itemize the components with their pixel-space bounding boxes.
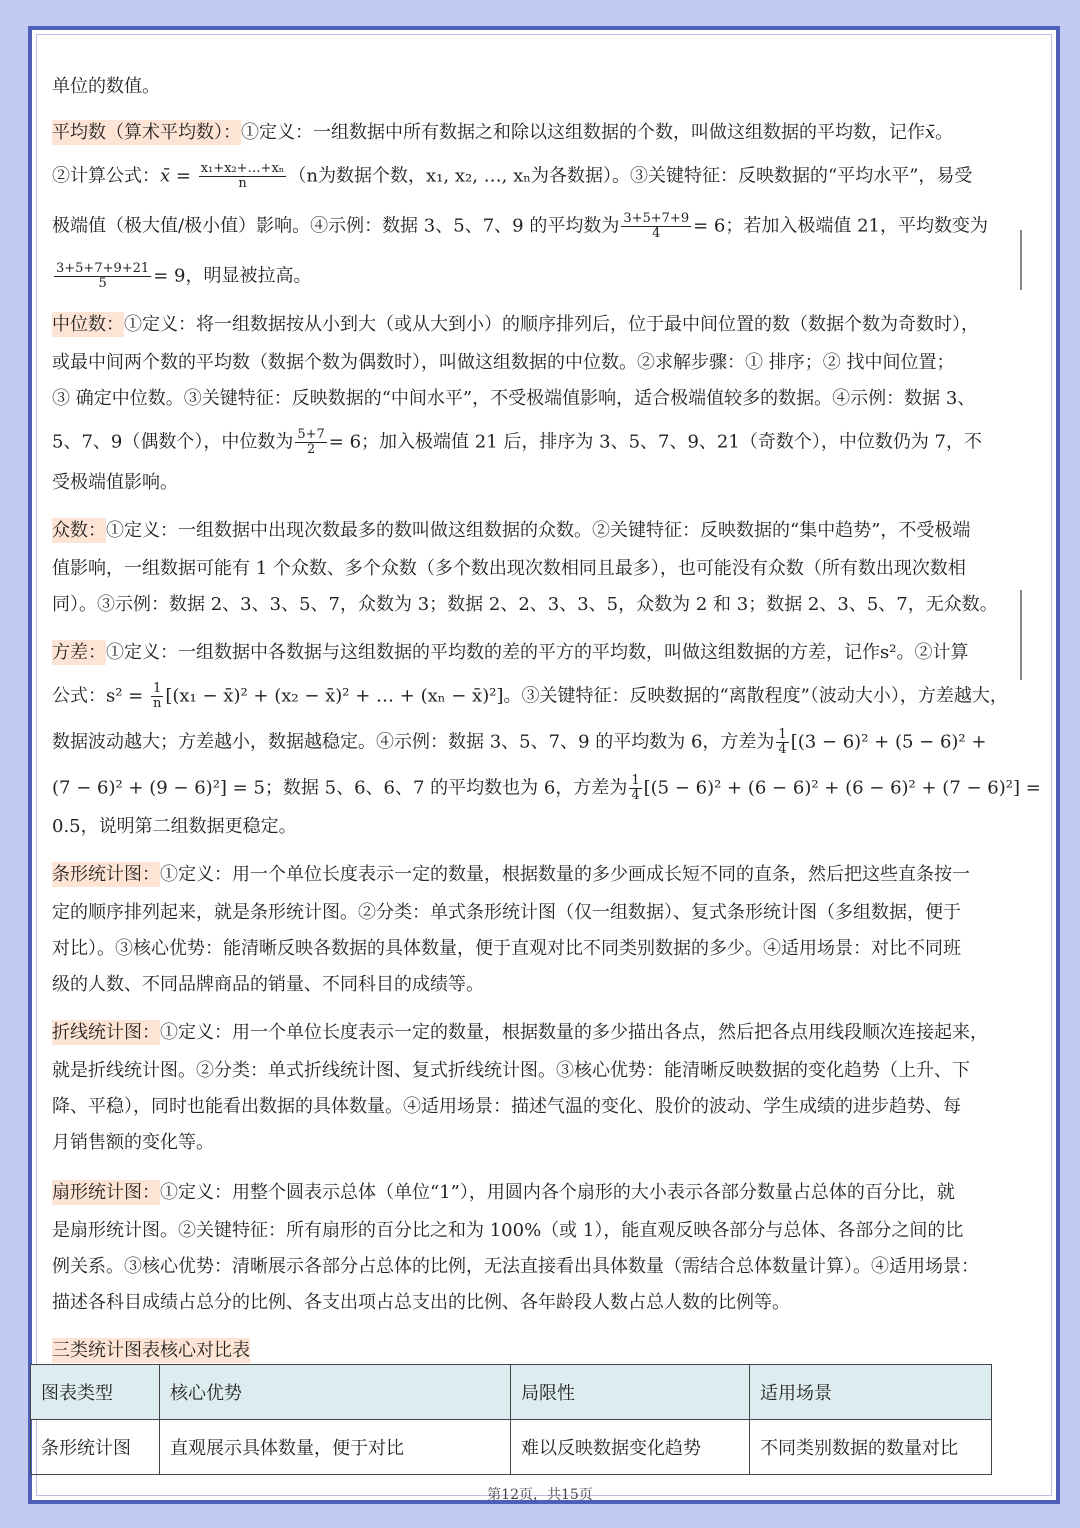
text-line: 降、平稳），同时也能看出数据的具体数量。④适用场景：描述气温的变化、股价的波动、学生成绩的进步趋势、每 [52, 1096, 961, 1117]
page-frame [28, 26, 1060, 1504]
text-line: 就是折线统计图。②分类：单式折线统计图、复式折线统计图。③核心优势：能清晰反映数据的变化趋势（上升、下 [52, 1060, 970, 1081]
table-cell: 难以反映数据变化趋势 [511, 1420, 750, 1475]
table-cell: 条形统计图 [31, 1420, 160, 1475]
table-cell: 直观展示具体数量，便于对比 [160, 1420, 511, 1475]
variance-line-3 [52, 728, 986, 757]
fraction-numerator: 5+7 [297, 427, 325, 442]
text-line: 级的人数、不同品牌商品的销量、不同科目的成绩等。 [52, 974, 484, 995]
fraction-denominator: 4 [631, 788, 640, 803]
page-footer: 第12页，共15页 [487, 1487, 593, 1503]
fraction-numerator: x₁+x₂+…+xₙ [200, 161, 285, 176]
heading-line-chart: 折线统计图： [52, 1022, 160, 1043]
table-header-cell: 图表类型 [31, 1365, 160, 1420]
text-span: [(3 − 6)² + (5 − 6)² + [790, 731, 987, 753]
fraction-denominator: 4 [652, 226, 661, 241]
text-span: 5、7、9（偶数个），中位数为 [52, 431, 294, 453]
text-line: 单位的数值。 [52, 76, 160, 97]
text-span: n为数据个数，x₁, x₂, …, xₙ为各数据）。③关键特征：反映数据的“平均水平”，易受 [306, 165, 973, 187]
text-span: [(x₁ − x̄)² + (x₂ − x̄)² + … + (xₙ − x̄)²]。③关键特征：反映数据的“离散程度”（波动大小），方差越大， [165, 685, 1008, 707]
fraction-numerator: 3+5+7+9 [623, 211, 690, 226]
text-span: = 9，明显被拉高。 [153, 265, 312, 287]
table-cell: 不同类别数据的数量对比 [750, 1420, 992, 1475]
text-line: ③ 确定中位数。③关键特征：反映数据的“中间水平”，不受极端值影响，适合极端值较多的数据。④示例：数据 3、 [52, 388, 976, 409]
mean-line-3 [52, 212, 988, 241]
mode-line-1 [52, 518, 970, 544]
table-header-row [31, 1365, 992, 1420]
heading-mode: 众数： [52, 520, 106, 541]
comparison-table [30, 1364, 992, 1475]
text-span: [(5 − 6)² + (6 − 6)² + (6 − 6)² + (7 − 6)²] = [643, 777, 1041, 799]
bar-line-1 [52, 862, 970, 888]
heading-variance: 方差： [52, 642, 106, 663]
line-chart-line-1 [52, 1020, 988, 1046]
table-header-cell: 适用场景 [750, 1365, 992, 1420]
variance-line-1 [52, 640, 968, 666]
text-span: ①定义：将一组数据按从小到大（或从大到小）的顺序排列后，位于最中间位置的数（数据个数为奇数时）， [124, 314, 979, 335]
median-line-4 [52, 428, 982, 457]
fraction-denominator: 5 [98, 276, 107, 291]
text-line: 对比）。③核心优势：能清晰反映各数据的具体数量，便于直观对比不同类别数据的多少。④适用场景：对比不同班 [52, 938, 961, 959]
variance-line-4 [52, 774, 1041, 803]
text-line: 月销售额的变化等。 [52, 1132, 214, 1153]
text-line: 或最中间两个数的平均数（数据个数为偶数时），叫做这组数据的中位数。②求解步骤：① 排序；② 找中间位置； [52, 352, 955, 373]
fraction-numerator: 1 [778, 727, 787, 742]
text-span: ①定义：用整个圆表示总体（单位“1”），用圆内各个扇形的大小表示各部分数量占总体的百分比，就 [160, 1182, 955, 1203]
fraction-denominator: n [238, 176, 247, 191]
text-span: ①定义：用一个单位长度表示一定的数量，根据数量的多少描出各点，然后把各点用线段顺次连接起来， [160, 1022, 988, 1043]
table-title-line [52, 1338, 250, 1364]
text-span: = 6；若加入极端值 21，平均数变为 [693, 215, 988, 237]
table-header-cell: 局限性 [511, 1365, 750, 1420]
fraction [629, 774, 641, 803]
text-span: ①定义：一组数据中各数据与这组数据的平均数的差的平方的平均数，叫做这组数据的方差，记作s²。②计算 [106, 642, 969, 663]
heading-median: 中位数： [52, 314, 124, 335]
mean-line-1 [52, 120, 953, 146]
fraction [54, 262, 151, 291]
text-span: 。 [935, 122, 954, 143]
table-title: 三类统计图表核心对比表 [52, 1340, 250, 1361]
text-line: 0.5，说明第二组数据更稳定。 [52, 816, 297, 837]
text-span: ①定义：用一个单位长度表示一定的数量，根据数量的多少画成长短不同的直条，然后把这些直条按一 [160, 864, 970, 885]
text-span: 公式：s² = [52, 685, 149, 707]
text-line: 定的顺序排列起来，就是条形统计图。②分类：单式条形统计图（仅一组数据）、复式条形统计图（多组数据，便于 [52, 902, 961, 923]
fraction [199, 162, 287, 191]
fraction [295, 428, 326, 457]
fraction-denominator: 2 [306, 442, 316, 457]
pie-line-1 [52, 1180, 955, 1206]
fraction [776, 728, 788, 757]
text-span: ①定义：一组数据中所有数据之和除以这组数据的个数，叫做这组数据的平均数，记作 [241, 122, 925, 143]
text-line: 描述各科目成绩占总分的比例、各支出项占总支出的比例、各年龄段人数占总人数的比例等。 [52, 1292, 790, 1313]
text-span: 极端值（极大值/极小值）影响。④示例：数据 3、5、7、9 的平均数为 [52, 215, 620, 237]
scroll-mark [1020, 590, 1022, 680]
variance-line-2 [52, 682, 1008, 711]
text-span: ①定义：一组数据中出现次数最多的数叫做这组数据的众数。②关键特征：反映数据的“集中趋势”，不受极端 [106, 520, 971, 541]
table-header-cell: 核心优势 [160, 1365, 511, 1420]
xbar-symbol: x̄ [925, 122, 936, 143]
text-span: = 6；加入极端值 21 后，排序为 3、5、7、9、21（奇数个），中位数仍为 7，不 [328, 431, 983, 453]
text-line: 是扇形统计图。②关键特征：所有扇形的百分比之和为 100%（或 1），能直观反映各部分与总体、各部分之间的比 [52, 1220, 964, 1241]
text-line: 例关系。③核心优势：清晰展示各部分占总体的比例，无法直接看出具体数量（需结合总体数量计算）。④适用场景： [52, 1256, 979, 1277]
text-span: 数据波动越大；方差越小，数据越稳定。④示例：数据 3、5、7、9 的平均数为 6，方差为 [52, 731, 775, 753]
fraction-denominator: 4 [778, 742, 787, 757]
fraction [621, 212, 691, 241]
median-line-1 [52, 312, 979, 338]
fraction [151, 682, 163, 711]
fraction-numerator: 1 [631, 773, 640, 788]
heading-mean: 平均数（算术平均数）： [52, 122, 241, 143]
text-line: 同）。③示例：数据 2、3、3、5、7，众数为 3；数据 2、2、3、3、5，众数为 2 和 3；数据 2、3、5、7，无众数。 [52, 594, 998, 615]
text-line: 值影响，一组数据可能有 1 个众数、多个众数（多个数出现次数相同且最多），也可能没有众数（所有数出现次数相 [52, 558, 966, 579]
text-span: (7 − 6)² + (9 − 6)²] = 5；数据 5、6、6、7 的平均数也为 6，方差为 [52, 777, 628, 799]
scroll-mark [1020, 230, 1022, 290]
text-span: （ [288, 165, 307, 187]
heading-bar-chart: 条形统计图： [52, 864, 160, 885]
fraction-numerator: 3+5+7+9+21 [56, 261, 150, 276]
mean-line-2 [52, 162, 972, 191]
heading-pie-chart: 扇形统计图： [52, 1182, 160, 1203]
text-line: 受极端值影响。 [52, 472, 178, 493]
formula-text: x̄ = [160, 165, 197, 187]
fraction-numerator: 1 [151, 682, 163, 697]
mean-line-4 [52, 262, 311, 291]
table-row [31, 1420, 992, 1475]
fraction-denominator: n [152, 696, 162, 711]
text-span: ②计算公式： [52, 165, 160, 187]
